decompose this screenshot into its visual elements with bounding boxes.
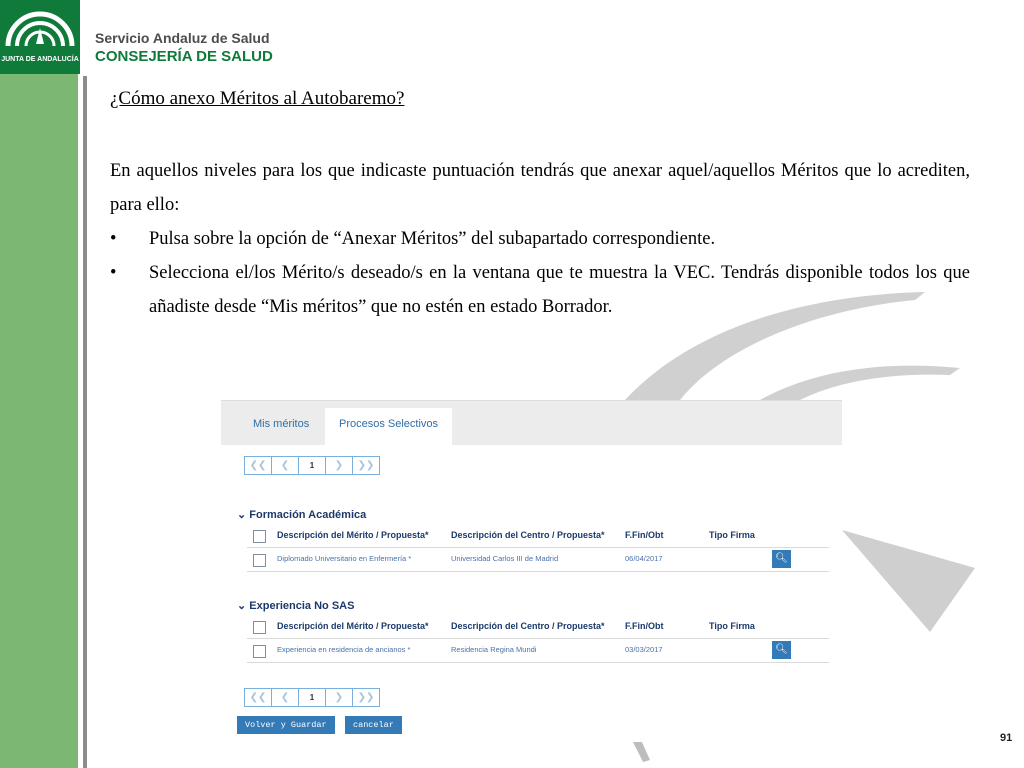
- slide-title: ¿Cómo anexo Méritos al Autobaremo?: [110, 88, 405, 109]
- junta-emblem-icon: [0, 0, 80, 56]
- table-row: [247, 639, 829, 663]
- cell-centro: Residencia Regina Mundi: [451, 645, 537, 654]
- pagination-bottom: [244, 688, 380, 707]
- org-name: Servicio Andaluz de Salud: [95, 30, 270, 46]
- meritos-table-experiencia: [247, 615, 829, 663]
- save-and-return-button[interactable]: Volver y Guardar: [237, 716, 335, 734]
- cell-centro: Universidad Carlos III de Madrid: [451, 554, 559, 563]
- tab-bar: [221, 401, 842, 445]
- vertical-divider: [83, 76, 87, 768]
- prev-page-button[interactable]: ❮: [272, 457, 299, 474]
- tab-mis-meritos[interactable]: Mis méritos: [253, 418, 310, 430]
- section-header-formacion[interactable]: [237, 508, 366, 521]
- column-header: Descripción del Mérito / Propuesta*: [277, 621, 429, 631]
- page-number-footer: 91: [1000, 732, 1013, 744]
- vec-screenshot: [221, 400, 842, 742]
- chevron-down-icon: ⌄: [237, 509, 247, 521]
- bullet-icon: •: [110, 229, 117, 249]
- page-number[interactable]: 1: [299, 457, 326, 474]
- row-checkbox[interactable]: [253, 645, 266, 658]
- table-header: [247, 524, 829, 548]
- cell-merito: Experiencia en residencia de ancianos *: [277, 645, 411, 654]
- bullet-text: Selecciona el/los Mérito/s deseado/s en la ventana que te muestra la VEC. Tendrás disponible todos los que añadiste desde “Mis méritos” que no estén en estado Borrador.: [149, 263, 970, 317]
- last-page-button[interactable]: ❯❯: [357, 692, 375, 703]
- column-header: F.Fin/Obt: [625, 530, 664, 540]
- column-header: Tipo Firma: [709, 621, 755, 631]
- section-title: Experiencia No SAS: [249, 600, 355, 612]
- section-header-experiencia[interactable]: [237, 599, 354, 612]
- side-band: [0, 0, 78, 768]
- column-header: Tipo Firma: [709, 530, 755, 540]
- logo-text: JUNTA DE ANDALUCÍA: [1, 56, 79, 63]
- column-header: F.Fin/Obt: [625, 621, 664, 631]
- org-department: CONSEJERÍA DE SALUD: [95, 48, 273, 65]
- cell-merito: Diplomado Universitario en Enfermería *: [277, 554, 412, 563]
- junta-logo: [0, 0, 80, 74]
- select-all-checkbox[interactable]: [253, 621, 266, 634]
- intro-paragraph: En aquellos niveles para los que indicaste puntuación tendrás que anexar aquel/aquellos Méritos que lo acrediten, para ello:: [110, 161, 970, 215]
- next-page-button[interactable]: ❯: [326, 689, 353, 706]
- first-page-button[interactable]: ❮❮: [245, 457, 272, 474]
- bullet-item: [110, 222, 970, 256]
- tab-procesos-selectivos[interactable]: Procesos Selectivos: [325, 408, 452, 445]
- cancel-button[interactable]: cancelar: [345, 716, 402, 734]
- table-row: [247, 548, 829, 572]
- column-header: Descripción del Mérito / Propuesta*: [277, 530, 429, 540]
- search-icon[interactable]: 🔍︎: [772, 550, 791, 568]
- bullet-icon: •: [110, 263, 117, 283]
- select-all-checkbox[interactable]: [253, 530, 266, 543]
- page-number[interactable]: 1: [299, 689, 326, 706]
- cell-fecha: 06/04/2017: [625, 554, 663, 563]
- search-icon[interactable]: 🔍︎: [772, 641, 791, 659]
- column-header: Descripción del Centro / Propuesta*: [451, 621, 605, 631]
- bullet-text: Pulsa sobre la opción de “Anexar Méritos” del subapartado correspondiente.: [149, 229, 716, 249]
- next-page-button[interactable]: ❯: [326, 457, 353, 474]
- section-title: Formación Académica: [249, 509, 367, 521]
- prev-page-button[interactable]: ❮: [272, 689, 299, 706]
- table-header: [247, 615, 829, 639]
- cell-fecha: 03/03/2017: [625, 645, 663, 654]
- chevron-down-icon: ⌄: [237, 600, 247, 612]
- row-checkbox[interactable]: [253, 554, 266, 567]
- first-page-button[interactable]: ❮❮: [245, 689, 272, 706]
- meritos-table-formacion: [247, 524, 829, 572]
- slide-body: [110, 154, 970, 324]
- last-page-button[interactable]: ❯❯: [357, 460, 375, 471]
- bullet-item: [110, 256, 970, 324]
- column-header: Descripción del Centro / Propuesta*: [451, 530, 605, 540]
- pagination-top: [244, 456, 380, 475]
